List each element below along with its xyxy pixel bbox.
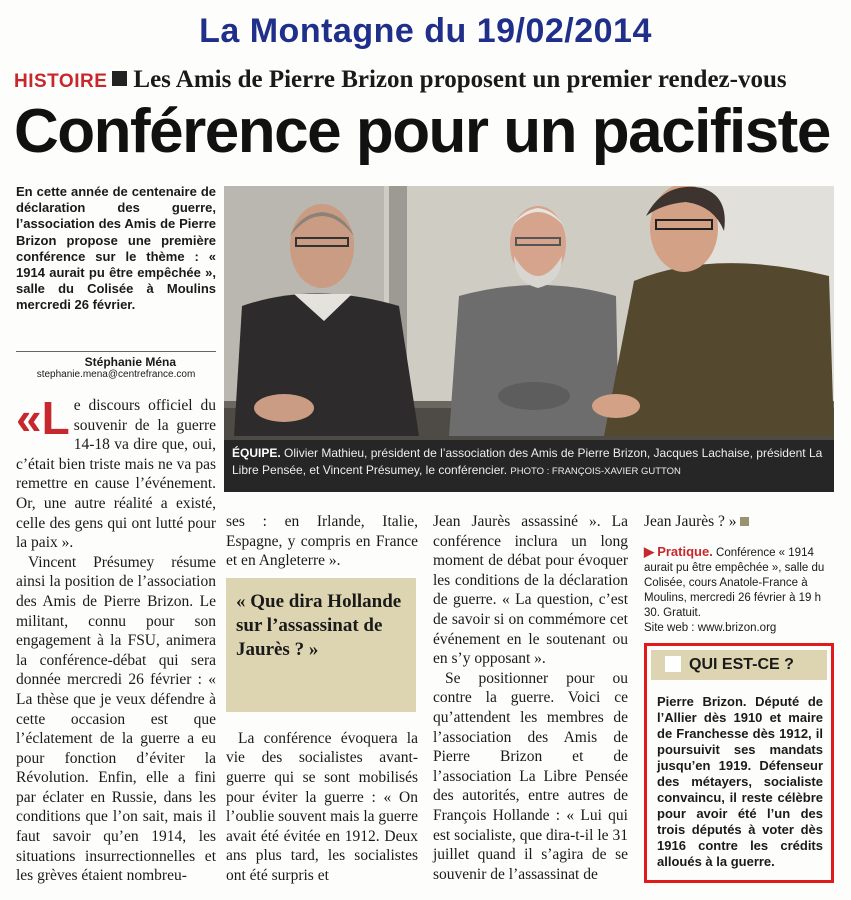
article-column-1 (16, 392, 216, 886)
article-column-4 (644, 512, 834, 532)
headline: Conférence pour un pacifiste (14, 97, 830, 166)
box-title: QUI EST-CE ? (689, 656, 794, 673)
lead-paragraph: En cette année de centenaire de déclaration des guerre, l’association des Amis de Pierre Brizon propose une première conférence sur le thème : « 1914 aurait pu être empêchée », salle du Colisée à Moulins mercredi 26 février. (16, 184, 216, 313)
pull-quote: « Que dira Hollande sur l’assassinat de Jaurès ? » (226, 578, 416, 712)
practical-label: Pratique. (657, 544, 713, 559)
body-paragraph: Vincent Présumey résume ainsi la position de l’association des Amis de Pierre Brizon. Le militant, connu pour son engagement à la FSU, animera la conférence-débat qui sera donnée mercredi 26 février : « La thèse que je veux défendre à cette occasion est que l’éclatement de la guerre a eu pour fonction d’éviter la Révolution. Enfin, elle a fini par éclater en Russie, dans les conditions que l’on sait, mais il faut savoir qu’en 1914, les situations insurrectionnelles et les grèves étaient nombreu- (16, 553, 216, 885)
article-photo (224, 186, 834, 440)
body-text: Jean Jaurès ? » (644, 513, 737, 530)
masthead-title: La Montagne du 19/02/2014 (199, 12, 652, 50)
body-paragraph: Jean Jaurès assassiné ». La conférence inclura un long moment de débat pour évoquer les conditions de la déclaration de guerre. « La question, c’est de savoir si on commémore cet événement en le soutenant ou en s’y opposant ». (433, 513, 628, 668)
caption-text: Olivier Mathieu, président de l’association des Amis de Pierre Brizon, Jacques Lachaise, président La Libre Pensée, et Vincent Présumey, le conférencier. (232, 446, 823, 477)
box-text: Député de l’Allier dès 1910 et maire de Franchesse dès 1912, il poursuivit ses mandats jusqu’en 1919. Défenseur des métayers, socialiste convaincu, il reste célèbre pour avoir été l’un des trois députés à voter dès 1916 contre les crédits alloués à la guerre. (657, 694, 823, 869)
caption-label: ÉQUIPE. (232, 446, 281, 460)
square-bullet-icon (112, 71, 127, 86)
article-column-3 (433, 512, 628, 884)
kicker-text: Les Amis de Pierre Brizon proposent un premier rendez-vous (133, 66, 787, 93)
box-header (651, 650, 827, 680)
box-body (647, 680, 831, 870)
practical-info (644, 544, 834, 636)
author-email: stephanie.mena@centrefrance.com (36, 369, 196, 380)
practical-text: Conférence « 1914 aurait pu être empêchée », salle du Colisée, cours Anatole-France à Moulins, mercredi 26 février à 19 h 30. Gratuit. (644, 547, 825, 619)
square-icon (665, 656, 681, 672)
body-paragraph: La conférence évoquera la vie des socialistes avant-guerre qui se sont mobilisés pour éviter la guerre : « On l’oublie souvent mais la guerre avait été évitée en 1912. Deux ans plus tard, les socialistes ont été surpris et (226, 729, 418, 884)
body-paragraph: ses : en Irlande, Italie, Espagne, y compris en France et en Angleterre ». (226, 513, 418, 570)
who-is-it-box (644, 643, 834, 883)
dropcap: «L (16, 392, 70, 444)
practical-website: Site web : www.brizon.org (644, 622, 777, 634)
box-name: Pierre Brizon. (657, 694, 747, 709)
author-name: Stéphanie Ména (84, 355, 176, 369)
kicker (14, 66, 844, 94)
body-paragraph (644, 512, 834, 532)
photo-caption (224, 440, 834, 492)
byline-rule (16, 351, 216, 352)
byline (16, 351, 216, 380)
arrow-right-icon: ▶ (644, 544, 654, 559)
body-paragraph: Se positionner pour ou contre la guerre. Voici ce qu’attendent les membres de l’association des Amis de Pierre Brizon et de l’association La Libre Pensée des autorités, entre autres de François Hollande : « Lui qui est socialiste, que dira-t-il le 31 juillet quand il s’agira de se souvenir de l’assassinat de (433, 669, 628, 883)
photo-illustration (224, 186, 834, 440)
body-paragraph: e discours officiel du souvenir de la guerre 14-18 va dire que, oui, c’était bien triste mais ne va pas remettre en cause l’événement. Or, une autre réalité a existé, celle des gens qui ont lutté pour la paix ». (16, 397, 216, 552)
rubric-tag: HISTOIRE (14, 71, 108, 92)
end-mark-icon (740, 517, 749, 526)
photo-credit: PHOTO : FRANÇOIS-XAVIER GUTTON (510, 466, 681, 477)
